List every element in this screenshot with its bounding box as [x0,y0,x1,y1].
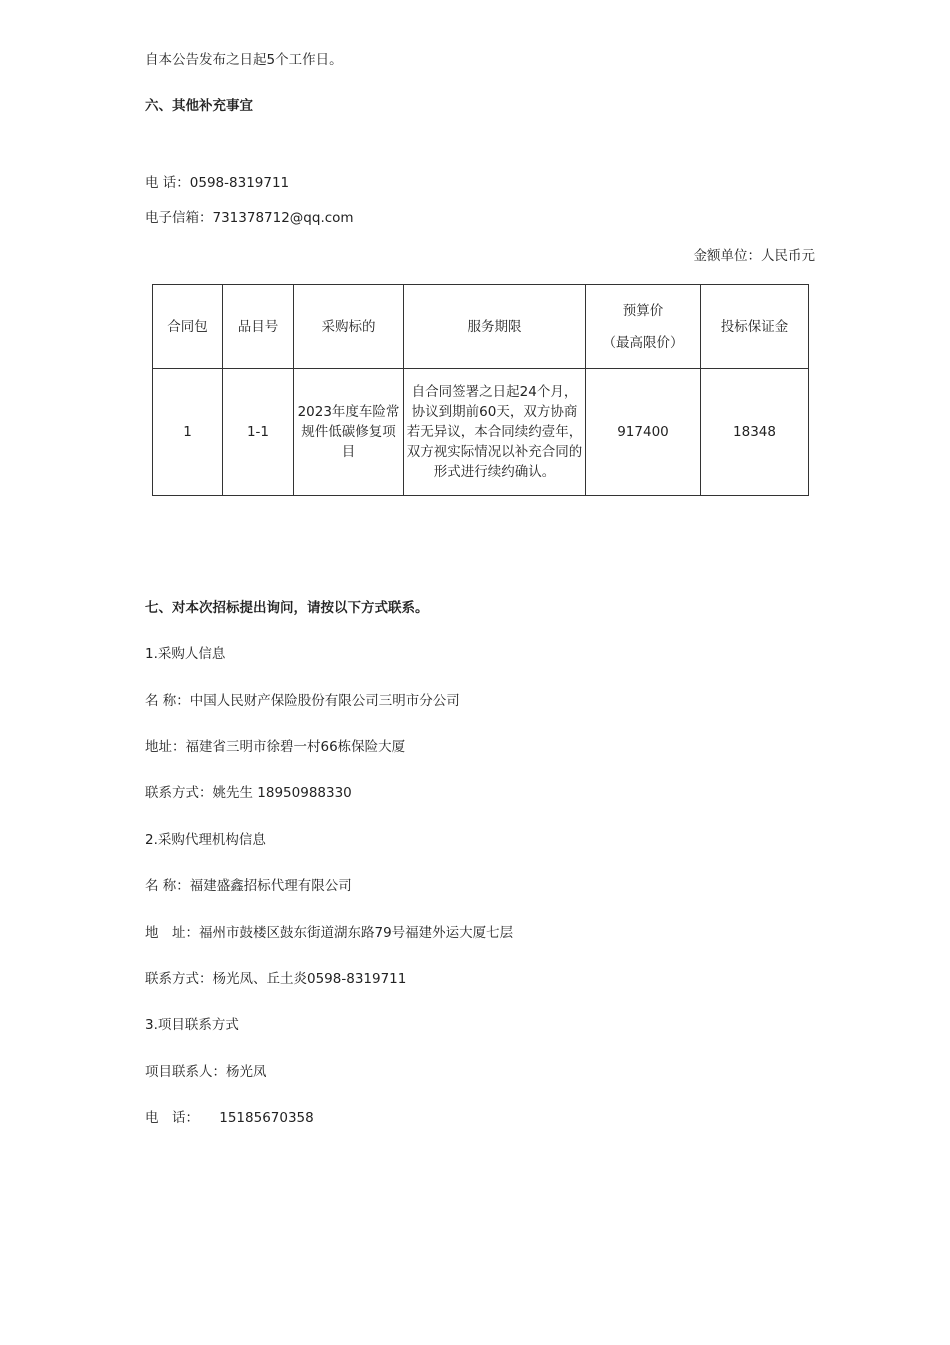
header-package: 合同包 [153,285,223,369]
contact-phone: 电 话：0598-8319711 [145,175,290,191]
cell-budget: 917400 [586,369,701,496]
project-phone: 电 话： 15185670358 [145,1110,314,1126]
project-contact-person: 项目联系人：杨光凤 [145,1064,267,1080]
header-budget-sub: （最高限价） [602,334,684,351]
purchaser-contact: 联系方式：姚先生 18950988330 [145,785,352,801]
section6-heading: 六、其他补充事宜 [145,98,253,114]
purchaser-title: 1.采购人信息 [145,646,226,662]
table-row [153,369,809,496]
deadline-text: 自本公告发布之日起5个工作日。 [145,52,343,68]
agency-title: 2.采购代理机构信息 [145,832,266,848]
header-budget-label: 预算价 [622,302,664,319]
cell-service-period: 自合同签署之日起24个月，协议到期前60天，双方协商若无异议，本合同续约壹年，双方视实际情况以补充合同的形式进行续约确认。 [404,369,586,496]
header-deposit: 投标保证金 [701,285,809,369]
project-title: 3.项目联系方式 [145,1017,239,1033]
currency-unit: 金额单位：人民币元 [693,248,815,264]
purchaser-name: 名 称：中国人民财产保险股份有限公司三明市分公司 [145,693,460,709]
contact-email: 电子信箱：731378712@qq.com [145,210,354,226]
header-budget [586,285,701,369]
table-header-row [153,285,809,369]
agency-contact: 联系方式：杨光凤、丘土炎0598-8319711 [145,971,407,987]
cell-deposit: 18348 [701,369,809,496]
procurement-table [152,284,809,496]
cell-package: 1 [153,369,223,496]
agency-address: 地 址：福州市鼓楼区鼓东街道湖东路79号福建外运大厦七层 [145,925,514,941]
cell-subject: 2023年度车险常规件低碳修复项目 [294,369,404,496]
header-item-no: 品目号 [223,285,294,369]
cell-item-no: 1-1 [223,369,294,496]
agency-name: 名 称：福建盛鑫招标代理有限公司 [145,878,352,894]
header-subject: 采购标的 [294,285,404,369]
section7-heading: 七、对本次招标提出询问，请按以下方式联系。 [145,600,429,616]
header-service-period: 服务期限 [404,285,586,369]
purchaser-address: 地址：福建省三明市徐碧一村66栋保险大厦 [145,739,406,755]
